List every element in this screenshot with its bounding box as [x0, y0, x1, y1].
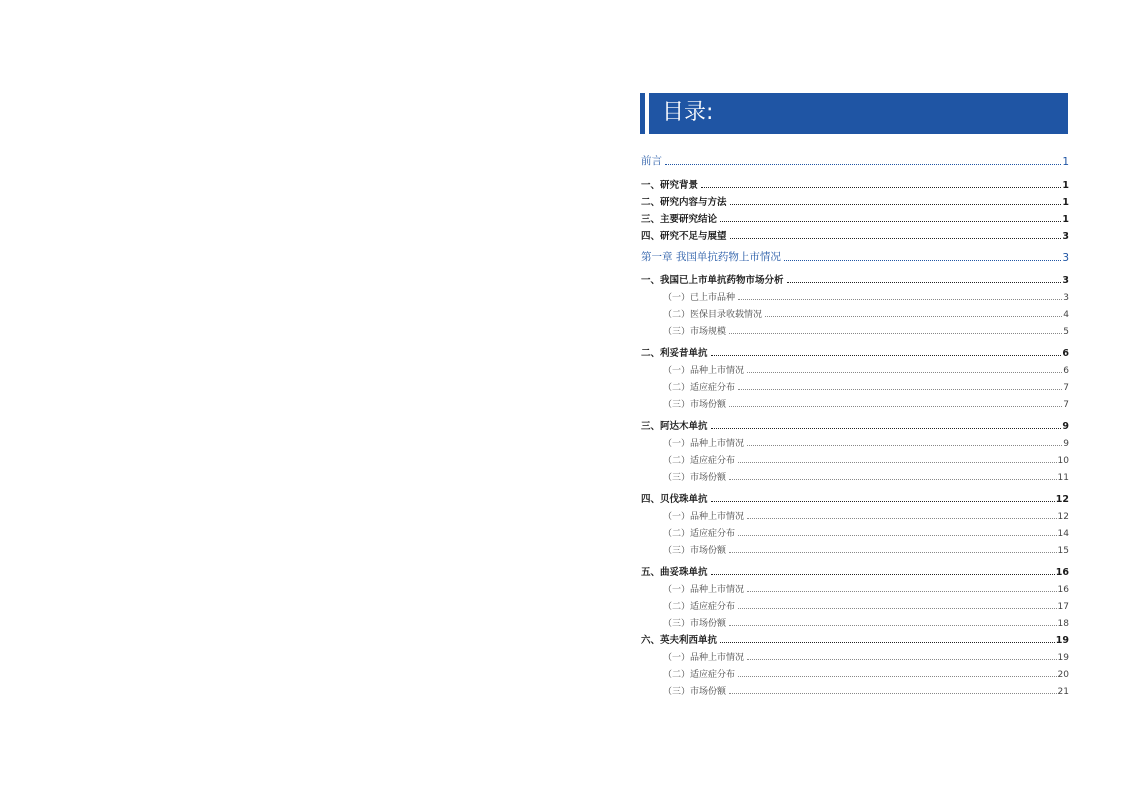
- toc-leader-dots: [747, 444, 1062, 446]
- toc-entry-sub[interactable]: [663, 664, 1069, 680]
- toc-entry-label: （二）适应症分布: [663, 670, 736, 680]
- toc-entry-sub[interactable]: [663, 523, 1069, 539]
- toc-entry-label: （三）市场份额: [663, 619, 727, 629]
- toc-entry-page-number: 20: [1057, 670, 1069, 680]
- toc-entry-label: 一、我国已上市单抗药物市场分析: [641, 275, 784, 286]
- toc-leader-dots: [738, 534, 1057, 536]
- toc-title: 目录:: [662, 100, 714, 125]
- toc-entry-page-number: 12: [1057, 512, 1069, 522]
- toc-entry-label: 三、主要研究结论: [641, 214, 718, 225]
- toc-entry-page-number: 1: [1062, 180, 1069, 191]
- toc-entry-label: （一）品种上市情况: [663, 439, 745, 449]
- toc-leader-dots: [729, 551, 1057, 553]
- toc-entry-label: （三）市场份额: [663, 400, 727, 410]
- toc-entry-sub[interactable]: [663, 321, 1069, 337]
- toc-entry-label: 二、研究内容与方法: [641, 197, 727, 208]
- toc-entry-page-number: 6: [1063, 366, 1069, 376]
- toc-entry-section[interactable]: [641, 270, 1069, 286]
- toc-entry-label: 五、曲妥珠单抗: [641, 567, 708, 578]
- toc-entry-label: （三）市场份额: [663, 546, 727, 556]
- toc-entry-label: （一）已上市品种: [663, 293, 736, 303]
- toc-entry-section[interactable]: [641, 192, 1069, 208]
- toc-leader-dots: [787, 281, 1062, 283]
- toc-leader-dots: [747, 371, 1062, 373]
- toc-entry-label: 二、利妥昔单抗: [641, 348, 708, 359]
- toc-entry-label: 前言: [641, 155, 662, 167]
- toc-entry-page-number: 3: [1062, 275, 1069, 286]
- toc-entry-label: （三）市场份额: [663, 473, 727, 483]
- toc-entry-section[interactable]: [641, 175, 1069, 191]
- toc-entry-page-number: 10: [1057, 456, 1069, 466]
- toc-entry-sub[interactable]: [663, 647, 1069, 663]
- toc-entry-sub[interactable]: [663, 394, 1069, 410]
- toc-leader-dots: [747, 658, 1057, 660]
- toc-entry-page-number: 21: [1057, 687, 1069, 697]
- toc-leader-dots: [720, 220, 1061, 222]
- toc-entry-label: （一）品种上市情况: [663, 585, 745, 595]
- toc-entry-sub[interactable]: [663, 467, 1069, 483]
- toc-leader-dots: [738, 675, 1057, 677]
- toc-entry-sub[interactable]: [663, 506, 1069, 522]
- toc-entry-label: （一）品种上市情况: [663, 366, 745, 376]
- toc-leader-dots: [738, 607, 1057, 609]
- toc-entry-page-number: 18: [1057, 619, 1069, 629]
- toc-entry-sub[interactable]: [663, 579, 1069, 595]
- toc-leader-dots: [765, 315, 1062, 317]
- toc-leader-dots: [730, 203, 1062, 205]
- toc-leader-dots: [729, 624, 1057, 626]
- toc-entry-chapter[interactable]: [641, 248, 1069, 264]
- toc-entry-section[interactable]: [641, 209, 1069, 225]
- toc-entry-label: （二）适应症分布: [663, 383, 736, 393]
- toc-entry-section[interactable]: [641, 343, 1069, 359]
- toc-leader-dots: [730, 237, 1062, 239]
- toc-entry-page-number: 7: [1063, 400, 1069, 410]
- toc-leader-dots: [738, 298, 1062, 300]
- toc-entry-section[interactable]: [641, 562, 1069, 578]
- toc-leader-dots: [711, 573, 1055, 575]
- toc-entry-page-number: 1: [1062, 156, 1069, 168]
- toc-entry-page-number: 11: [1057, 473, 1069, 483]
- toc-entry-page-number: 5: [1063, 327, 1069, 337]
- toc-entry-page-number: 9: [1063, 439, 1069, 449]
- toc-entry-sub[interactable]: [663, 377, 1069, 393]
- toc-leader-dots: [747, 590, 1057, 592]
- toc-entry-label: （三）市场份额: [663, 687, 727, 697]
- toc-entry-label: （三）市场规模: [663, 327, 727, 337]
- toc-entry-label: 第一章 我国单抗药物上市情况: [641, 251, 781, 263]
- toc-entry-label: （二）适应症分布: [663, 456, 736, 466]
- toc-entry-label: （一）品种上市情况: [663, 512, 745, 522]
- toc-entry-label: 一、研究背景: [641, 180, 699, 191]
- toc-entry-page-number: 17: [1057, 602, 1069, 612]
- toc-entry-page-number: 1: [1062, 214, 1069, 225]
- toc-entry-sub[interactable]: [663, 681, 1069, 697]
- toc-entry-page-number: 16: [1057, 585, 1069, 595]
- toc-entry-page-number: 14: [1057, 529, 1069, 539]
- toc-entry-section[interactable]: [641, 630, 1069, 646]
- toc-entry-page-number: 3: [1062, 231, 1069, 242]
- toc-entry-page-number: 3: [1063, 293, 1069, 303]
- toc-entry-label: （二）适应症分布: [663, 602, 736, 612]
- toc-entry-label: 六、英夫利西单抗: [641, 635, 718, 646]
- toc-leader-dots: [747, 517, 1057, 519]
- toc-entry-page-number: 3: [1062, 252, 1069, 264]
- toc-entry-page-number: 4: [1063, 310, 1069, 320]
- toc-entry-page-number: 19: [1055, 635, 1069, 646]
- toc-leader-dots: [729, 692, 1057, 694]
- toc-entry-label: （二）适应症分布: [663, 529, 736, 539]
- toc-leader-dots: [729, 405, 1062, 407]
- toc-entry-page-number: 15: [1057, 546, 1069, 556]
- toc-leader-dots: [711, 500, 1055, 502]
- toc-entry-section[interactable]: [641, 416, 1069, 432]
- toc-leader-dots: [729, 332, 1062, 334]
- toc-entry-section[interactable]: [641, 489, 1069, 505]
- toc-entry-sub[interactable]: [663, 613, 1069, 629]
- toc-leader-dots: [738, 461, 1057, 463]
- toc-leader-dots: [784, 259, 1061, 261]
- toc-leader-dots: [711, 354, 1062, 356]
- toc-leader-dots: [711, 427, 1062, 429]
- toc-leader-dots: [665, 163, 1061, 165]
- toc-entry-sub[interactable]: [663, 450, 1069, 466]
- toc-entry-sub[interactable]: [663, 287, 1069, 303]
- toc-leader-dots: [729, 478, 1057, 480]
- toc-entry-chapter[interactable]: [641, 152, 1069, 168]
- toc-entry-page-number: 16: [1055, 567, 1069, 578]
- toc-entry-label: （二）医保目录收载情况: [663, 310, 763, 320]
- toc-entry-label: 三、阿达木单抗: [641, 421, 708, 432]
- toc-leader-dots: [738, 388, 1062, 390]
- toc-entry-sub[interactable]: [663, 540, 1069, 556]
- toc-entry-label: 四、贝伐珠单抗: [641, 494, 708, 505]
- toc-entry-page-number: 12: [1055, 494, 1069, 505]
- toc-entry-section[interactable]: [641, 226, 1069, 242]
- toc-entry-page-number: 9: [1062, 421, 1069, 432]
- toc-entry-sub[interactable]: [663, 360, 1069, 376]
- toc-entry-page-number: 7: [1063, 383, 1069, 393]
- toc-entry-label: 四、研究不足与展望: [641, 231, 727, 242]
- toc-entry-sub[interactable]: [663, 304, 1069, 320]
- toc-leader-dots: [701, 186, 1061, 188]
- toc-entry-sub[interactable]: [663, 596, 1069, 612]
- toc-leader-dots: [720, 641, 1055, 643]
- toc-entry-page-number: 19: [1057, 653, 1069, 663]
- toc-entry-sub[interactable]: [663, 433, 1069, 449]
- toc-entry-page-number: 6: [1062, 348, 1069, 359]
- toc-entry-page-number: 1: [1062, 197, 1069, 208]
- toc-entry-label: （一）品种上市情况: [663, 653, 745, 663]
